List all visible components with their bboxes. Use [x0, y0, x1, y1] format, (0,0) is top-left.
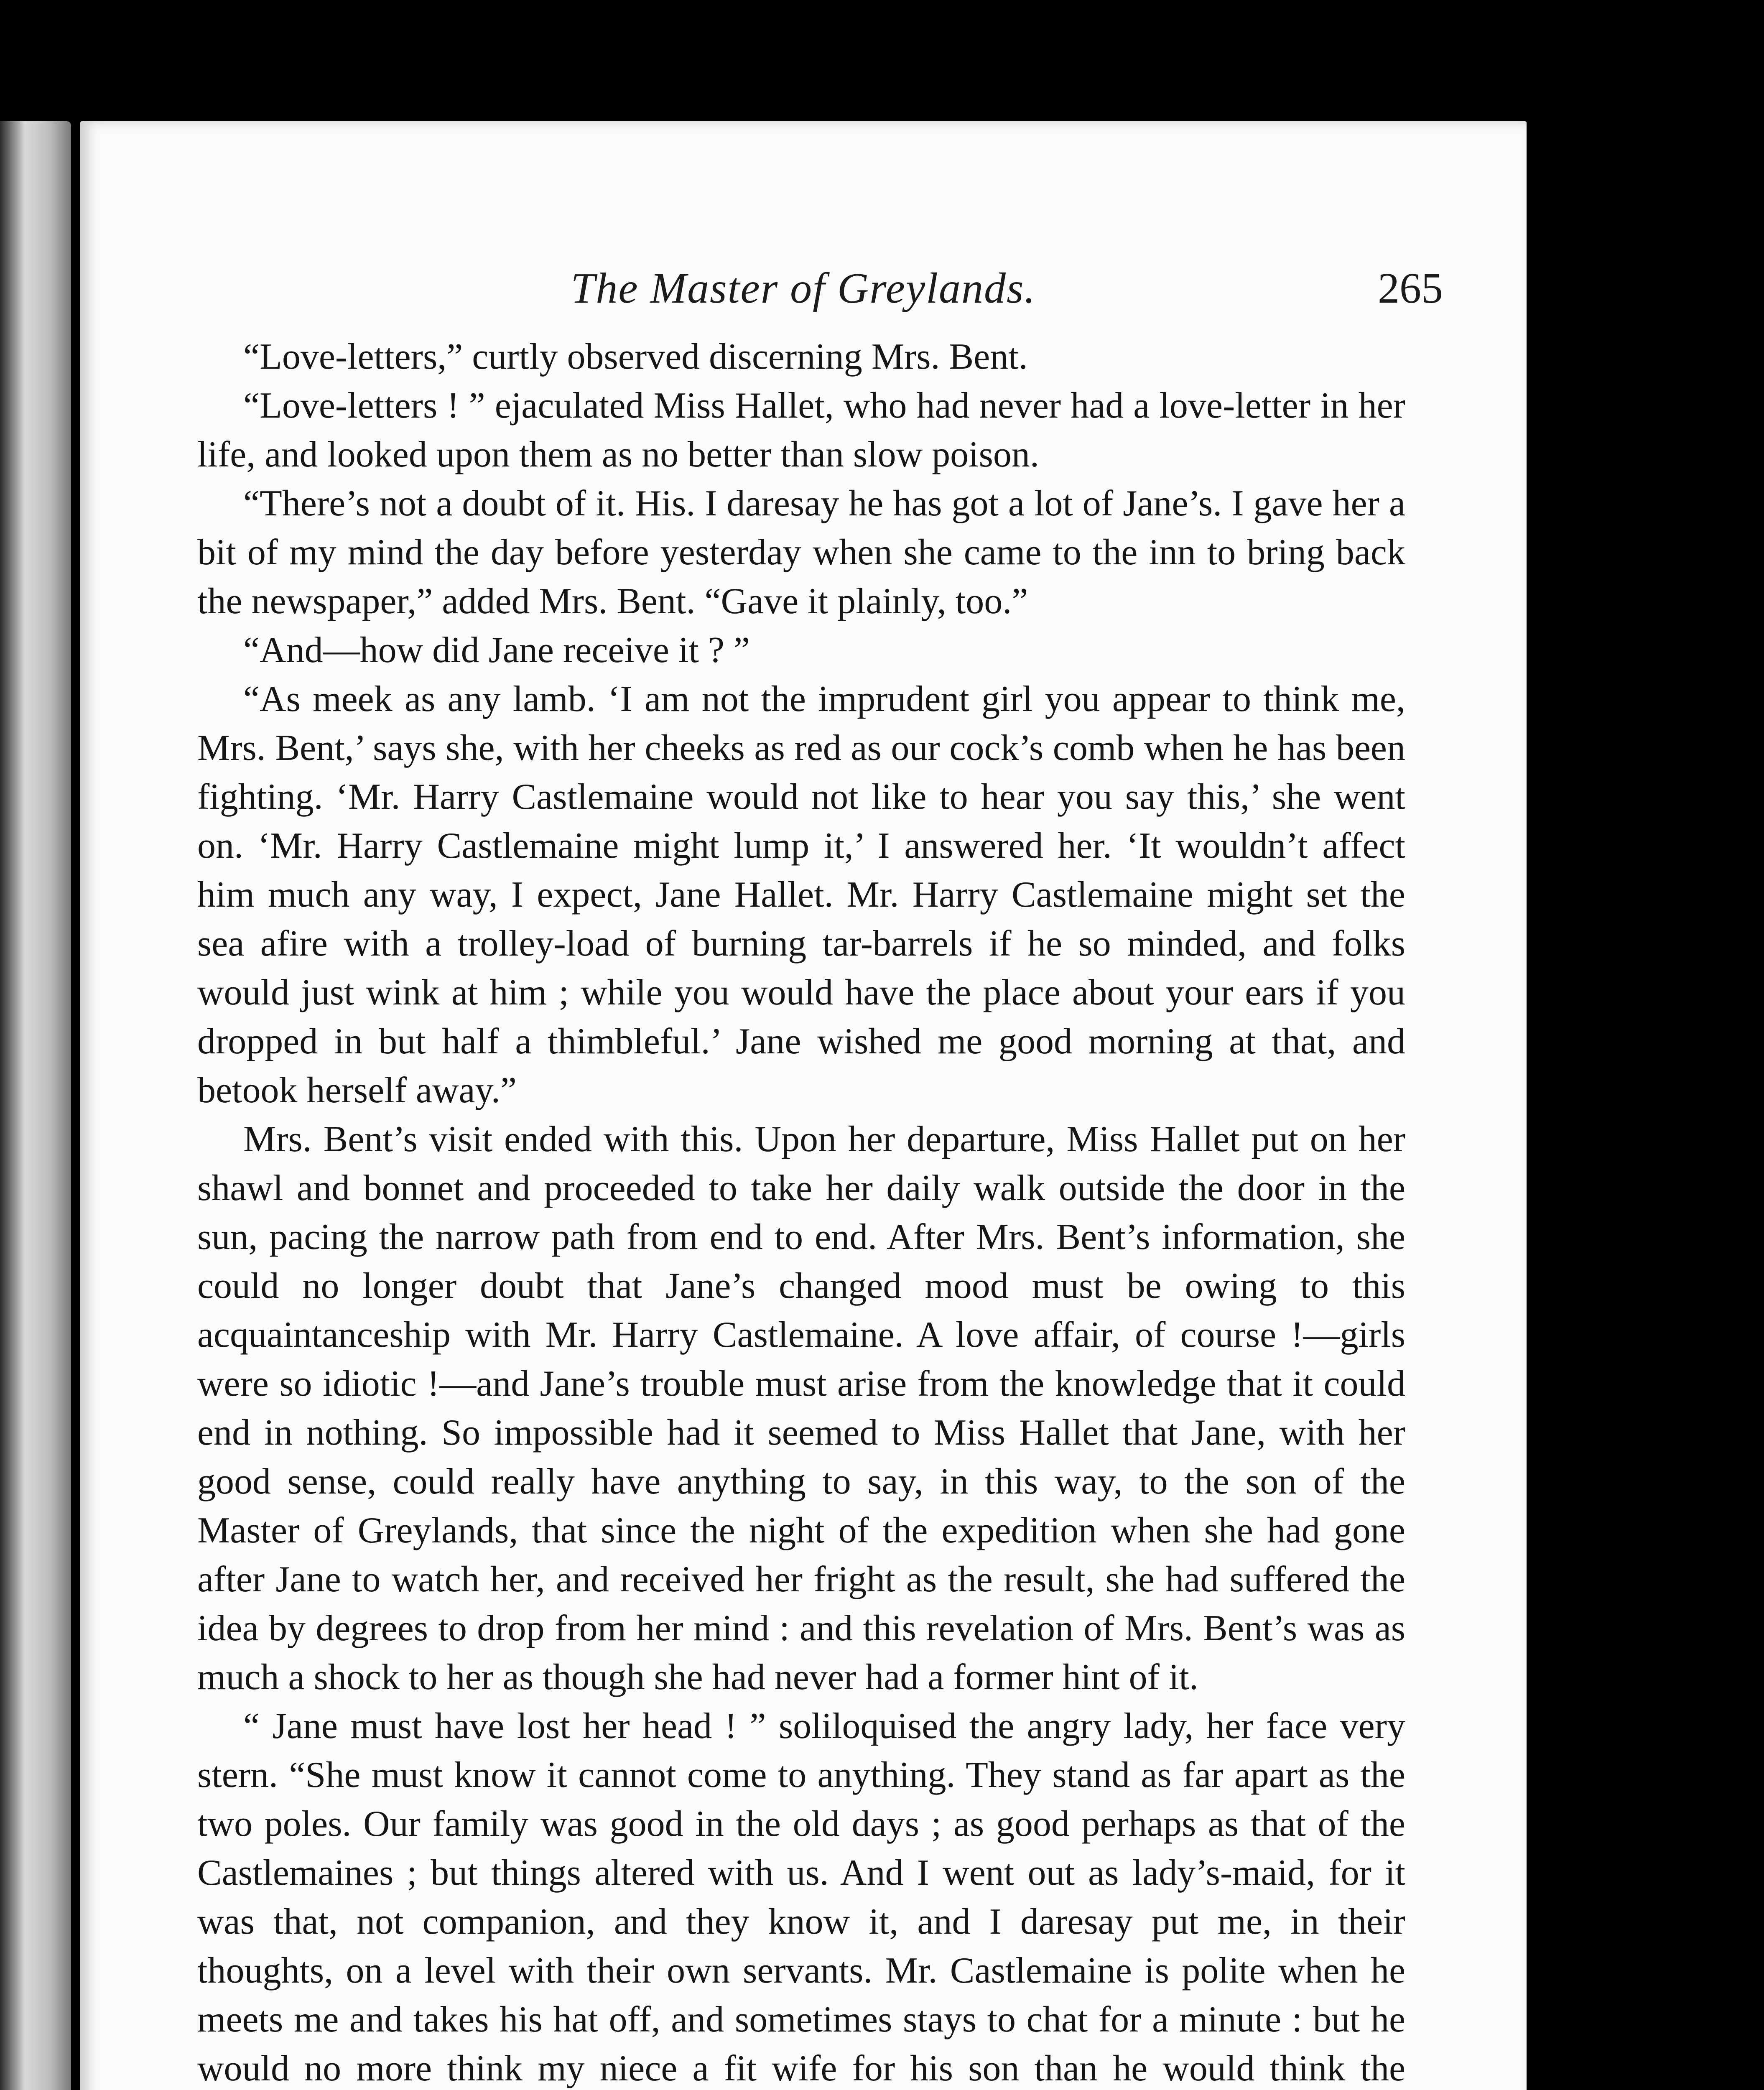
page-number: 265: [1378, 264, 1443, 312]
paragraph: “There’s not a doubt of it. His. I daresay he has got a lot of Jane’s. I gave her a bit of my mind the day before yesterday when she came to the inn to bring back the newspaper,” added Mrs. Bent. “Gave it plainly, too.”: [197, 483, 1405, 622]
body-text: [197, 332, 1405, 2090]
adjacent-page-edge: [0, 121, 71, 2090]
paragraph: Mrs. Bent’s visit ended with this. Upon her departure, Miss Hallet put on her shawl and bonnet and proceeded to take her daily walk outside the door in the sun, pacing the narrow path from end to end. After Mrs. Bent’s information, she could no longer doubt that Jane’s changed mood must be owing to this acquaintanceship with Mr. Harry Castlemaine. A love affair, of course !—girls were so idiotic !—and Jane’s trouble must arise from the knowledge that it could end in nothing. So impossible had it seemed to Miss Hallet that Jane, with her good sense, could really have anything to say, in this way, to the son of the Master of Greylands, that since the night of the expedition when she had gone after Jane to watch her, and received her fright as the result, she had suffered the idea by degrees to drop from her mind : and this revelation of Mrs. Bent’s was as much a shock to her as though she had never had a former hint of it.: [197, 1119, 1405, 1697]
paragraph-text: “ Jane must have lost her head ! ” soliloquised the angry lady, her face very stern. “She must know it cannot come to anything. They stand as far apart as the two poles. Our family was good in the old days ; as good perhaps as that of the Castlemaines ; but things altered with us. And I went out as lady’s-maid, for it was that, not companion, and they know it, and I daresay put me, in their thoughts, on a level with their own servants. Mr. Castlemaine is polite when he meets me and takes his hat off, and sometimes stays to chat for a minute : but he would no more think my niece a fit wife for his son than he would think the: [197, 1706, 1405, 2089]
page-header: [80, 263, 1527, 322]
paragraph: “As meek as any lamb. ‘I am not the imprudent girl you appear to think me, Mrs. Bent,’ says she, with her cheeks as red as our cock’s comb when he has been fighting. ‘Mr. Harry Castlemaine would not like to hear you say this,’ she went on. ‘Mr. Harry Castlemaine might lump it,’ I answered her. ‘It wouldn’t affect him much any way, I expect, Jane Hallet. Mr. Harry Castlemaine might set the sea afire with a trolley-load of burning tar-barrels if he so minded, and folks would just wink at him ; while you would have the place about your ears if you dropped in but half a thimbleful.’ Jane wished me good morning at that, and betook herself away.”: [197, 679, 1405, 1111]
paragraph: [197, 1702, 1405, 2090]
paragraph: “And—how did Jane receive it ? ”: [243, 630, 750, 670]
running-title: The Master of Greylands.: [571, 264, 1036, 312]
book-page: [80, 121, 1527, 2090]
paragraph: “Love-letters ! ” ejaculated Miss Hallet, who had never had a love-letter in her life, and looked upon them as no better than slow poison.: [197, 385, 1405, 475]
paragraph: “Love-letters,” curtly observed discerning Mrs. Bent.: [243, 336, 1028, 377]
